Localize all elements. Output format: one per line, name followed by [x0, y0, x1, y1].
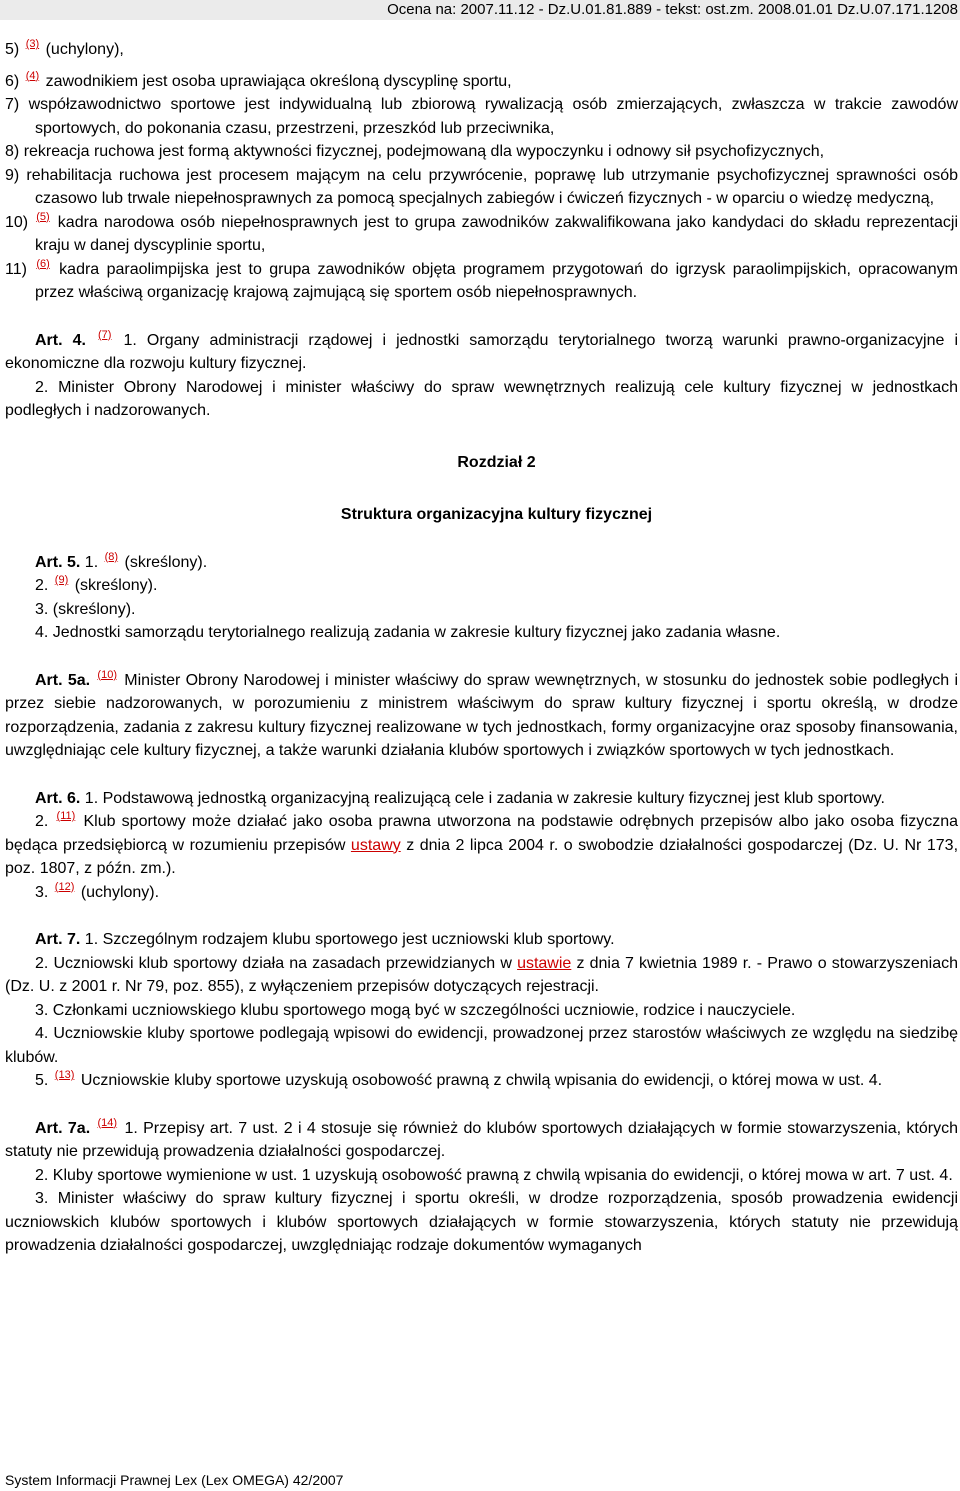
list-item-9 — [5, 164, 958, 211]
item-number: 10) — [5, 213, 29, 231]
list-item-5 — [5, 38, 958, 62]
document-footer: System Informacji Prawnej Lex (Lex OMEGA) 42/2007 — [5, 1472, 344, 1488]
footnote-ref[interactable]: (6) — [36, 257, 50, 270]
item-text: kadra narodowa osób niepełnosprawnych jest to grupa zawodników zakwalifikowana jako kandydaci do składu reprezentacji kraju w danej dyscyplinie sportu, — [35, 213, 959, 254]
item-number: 5) — [5, 41, 20, 58]
list-item-7 — [5, 93, 958, 140]
article-label: Art. 7a. — [35, 1119, 91, 1137]
paragraph-text: 1. Organy administracji rządowej i jednostki samorządu terytorialnego tworzą warunki prawno-organizacyjne i ekonomiczne dla rozwoju kultury fizycznej. — [5, 331, 959, 372]
art-6-para-3 — [5, 881, 958, 905]
art-6-para-2 — [5, 810, 958, 881]
paragraph-text: Uczniowskie kluby sportowe uzyskują osobowość prawną z chwilą wpisania do ewidencji, o której mowa w ust. 4. — [80, 1072, 883, 1089]
item-text: rehabilitacja ruchowa jest procesem mającym na celu przywrócenie, poprawę lub utrzymanie psychofizycznej sprawności osób czasowo lub trwale niepełnosprawnych za pomocą specjalnych zabiegów i ćwiczeń fizycznych - w oparciu o wiedzę medyczną, — [26, 166, 958, 207]
list-item-11 — [5, 258, 958, 305]
paragraph-text: Klub sportowy może działać jako osoba prawna utworzona na podstawie odrębnych przepisów albo jako osoba fizyczna będąca przedsiębiorcą w rozumieniu przepisów — [5, 813, 958, 854]
item-text: kadra paraolimpijska jest to grupa zawodników objęta programem przygotowań do igrzysk paraolimpijskich, opracowanym przez właściwą organizację krajową zajmującą się sportem osób niepełnosprawnych. — [35, 260, 958, 301]
list-item-10 — [5, 211, 958, 258]
item-text: współzawodnictwo sportowe jest indywidualną lub zbiorową rywalizacją osób zmierzających, zwłaszcza w trakcie zawodów sportowych, do pokonania czasu, przestrzeni, przeszkód lub przeciwnika, — [28, 96, 959, 137]
article-label: Art. 7. — [35, 931, 81, 948]
article-label: Art. 4. — [35, 331, 86, 349]
footnote-ref[interactable]: (5) — [36, 210, 50, 223]
article-label: Art. 5. — [35, 553, 81, 571]
paragraph-text: z dnia 2 lipca 2004 r. o swobodzie działalności gospodarczej (Dz. U. Nr 173, poz. 1807, z późn. zm.). — [5, 836, 959, 877]
art-5-para-4: 4. Jednostki samorządu terytorialnego realizują zadania w zakresie kultury fizycznej jako zadania własne. — [35, 624, 781, 641]
footnote-ref[interactable]: (10) — [97, 668, 117, 681]
art-7-para-2 — [5, 952, 958, 999]
paragraph-text: 1. Szczególnym rodzajem klubu sportowego jest uczniowski klub sportowy. — [84, 931, 615, 948]
art-7-para-5 — [5, 1069, 958, 1093]
document-header — [0, 0, 960, 20]
item-number: 9) — [5, 166, 20, 184]
footnote-ref[interactable]: (7) — [98, 328, 112, 341]
footnote-ref[interactable]: (9) — [54, 574, 69, 586]
art-7a-para-3: 3. Minister właściwy do spraw kultury fizycznej i sportu określi, w drodze rozporządzenia, sposób prowadzenia ewidencji uczniowskich klubów sportowych i klubów sportowych działających w formie stowarzyszenia, których statuty nie przewidują prowadzenia działalności gospodarczej, uwzględniając rodzaje dokumentów wymaganych — [5, 1190, 958, 1254]
paragraph-text: 2. Uczniowski klub sportowy działa na zasadach przewidzianych w — [35, 954, 512, 972]
art-5-para-2 — [5, 574, 958, 598]
paragraph-text: z dnia 7 kwietnia 1989 r. - Prawo o stowarzyszeniach (Dz. U. z 2001 r. Nr 79, poz. 855), z wyłączeniem przepisów dotyczących rejestracji. — [5, 954, 959, 995]
list-item-6 — [5, 70, 958, 94]
item-text: rekreacja ruchowa jest formą aktywności fizycznej, podejmowaną dla wypoczynku i odnowy sił psychofizycznych, — [23, 143, 825, 160]
para-number: 3. — [35, 883, 49, 901]
item-number: 8) — [5, 143, 20, 160]
item-text: zawodnikiem jest osoba uprawiająca określoną dyscyplinę sportu, — [45, 72, 512, 90]
footnote-ref[interactable]: (14) — [97, 1116, 118, 1129]
chapter-title: Struktura organizacyjna kultury fizycznej — [340, 505, 653, 523]
item-text: (uchylony), — [45, 41, 124, 58]
art-4-para-1 — [5, 329, 958, 376]
art-5a — [5, 669, 958, 763]
chapter-number: Rozdział 2 — [457, 453, 536, 471]
footnote-ref[interactable]: (12) — [54, 880, 75, 893]
document-body — [5, 38, 958, 1258]
item-number: 6) — [5, 72, 20, 90]
art-5-para-1 — [5, 551, 958, 575]
para-number: 2. — [35, 577, 49, 594]
article-label: Art. 6. — [35, 789, 81, 807]
para-number: 5. — [35, 1072, 49, 1089]
paragraph-text: Minister Obrony Narodowej i minister właściwy do spraw wewnętrznych, w stosunku do jednostek sobie podległych i przez siebie nadzorowanych, w porozumieniu z ministrem właściwym do spraw kultury fizycznej i sportu określą, w drodze rozporządzenia, zadania z zakresu kultury fizycznej realizowane w tych jednostkach, formy organizacyjne oraz sposoby finansowania, uwzględniając cele kultury fizycznej, a także warunki działania klubów sportowych i związków sportowych w tych jednostkach. — [5, 671, 958, 759]
art-7-para-3: 3. Członkami uczniowskiego klubu sportowego mogą być w szczególności uczniowie, rodzice i nauczyciele. — [35, 1001, 796, 1019]
footnote-ref[interactable]: (13) — [54, 1069, 75, 1081]
art-7-para-4: 4. Uczniowskie kluby sportowe podlegają wpisowi do ewidencji, prowadzonej przez starostów właściwych ze względu na siedzibę klubów. — [5, 1025, 958, 1066]
footnote-ref[interactable]: (3) — [25, 38, 40, 50]
article-label: Art. 5a. — [35, 671, 91, 689]
act-link[interactable]: ustawie — [517, 954, 572, 972]
art-7-para-1 — [5, 928, 958, 952]
footnote-ref[interactable]: (8) — [104, 550, 119, 563]
paragraph-text: 1. Przepisy art. 7 ust. 2 i 4 stosuje się również do klubów sportowych działających w formie stowarzyszenia, których statuty nie przewidują prowadzenia działalności gospodarczej. — [5, 1119, 958, 1160]
act-link[interactable]: ustawy — [350, 836, 401, 854]
paragraph-text: (uchylony). — [80, 883, 160, 901]
item-number: 7) — [5, 96, 20, 113]
footnote-ref[interactable]: (4) — [25, 69, 40, 82]
header-status-text: Ocena na: 2007.11.12 - Dz.U.01.81.889 - tekst: ost.zm. 2008.01.01 Dz.U.07.171.1208 — [387, 1, 958, 18]
para-number: 2. — [35, 813, 49, 830]
paragraph-text: (skreślony). — [124, 553, 208, 571]
art-7a-para-1 — [5, 1117, 958, 1164]
footnote-ref[interactable]: (11) — [56, 810, 76, 822]
paragraph-text: (skreślony). — [74, 577, 158, 594]
paragraph-text: 1. Podstawową jednostką organizacyjną realizującą cele i zadania w zakresie kultury fizycznej jest klub sportowy. — [84, 789, 885, 807]
art-4-para-2: 2. Minister Obrony Narodowej i minister właściwy do spraw wewnętrznych realizują cele kultury fizycznej w jednostkach podległych i nadzorowanych. — [5, 378, 958, 419]
art-7a-para-2: 2. Kluby sportowe wymienione w ust. 1 uzyskują osobowość prawną z chwilą wpisania do ewidencji, o której mowa w art. 7 ust. 4. — [35, 1166, 953, 1184]
para-number: 1. — [84, 553, 99, 571]
art-6-para-1 — [5, 787, 958, 811]
art-5-para-3: 3. (skreślony). — [35, 600, 136, 618]
list-item-8 — [5, 140, 958, 164]
item-number: 11) — [5, 260, 27, 278]
